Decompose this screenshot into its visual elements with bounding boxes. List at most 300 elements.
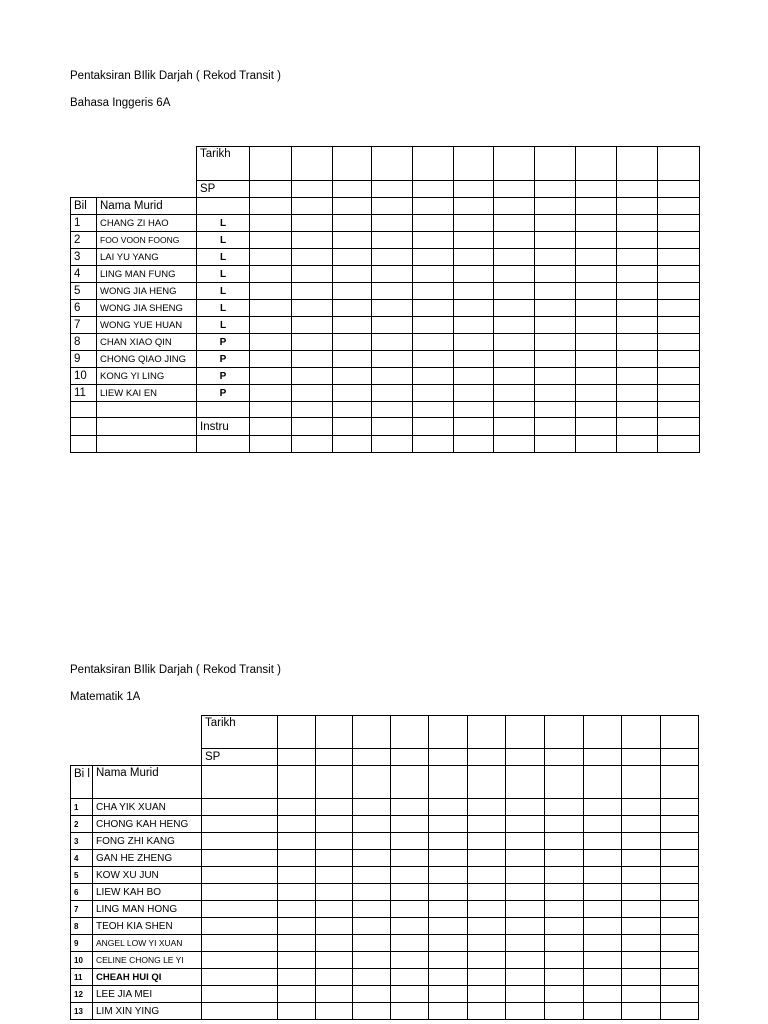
score-cell[interactable] (250, 300, 292, 317)
score-cell[interactable] (576, 368, 617, 385)
score-cell[interactable] (454, 418, 494, 436)
score-cell[interactable] (372, 198, 413, 215)
score-cell[interactable] (333, 283, 372, 300)
score-cell[interactable] (468, 918, 506, 935)
date-cell[interactable] (584, 716, 622, 749)
score-cell[interactable] (454, 368, 494, 385)
score-cell[interactable] (454, 334, 494, 351)
score-cell[interactable] (316, 816, 353, 833)
score-cell[interactable] (316, 850, 353, 867)
score-cell[interactable] (353, 833, 391, 850)
score-cell[interactable] (658, 402, 700, 418)
score-cell[interactable] (506, 799, 545, 816)
score-cell[interactable] (661, 901, 699, 918)
score-cell[interactable] (202, 935, 278, 952)
date-cell[interactable] (545, 716, 584, 749)
score-cell[interactable] (391, 850, 429, 867)
score-cell[interactable] (468, 986, 506, 1003)
sp-cell[interactable] (617, 181, 658, 198)
score-cell[interactable] (316, 901, 353, 918)
score-cell[interactable] (372, 418, 413, 436)
score-cell[interactable] (545, 1003, 584, 1020)
score-cell[interactable] (429, 986, 468, 1003)
score-cell[interactable] (576, 402, 617, 418)
score-cell[interactable] (494, 300, 535, 317)
score-cell[interactable] (661, 918, 699, 935)
score-cell[interactable] (429, 935, 468, 952)
score-cell[interactable] (584, 969, 622, 986)
score-cell[interactable] (333, 402, 372, 418)
score-cell[interactable] (413, 368, 454, 385)
score-cell[interactable] (391, 986, 429, 1003)
score-cell[interactable] (71, 402, 97, 418)
score-cell[interactable] (617, 300, 658, 317)
date-cell[interactable] (622, 716, 661, 749)
score-cell[interactable] (658, 283, 700, 300)
score-cell[interactable] (353, 867, 391, 884)
score-cell[interactable] (413, 300, 454, 317)
sp-cell[interactable] (584, 749, 622, 766)
score-cell[interactable] (545, 901, 584, 918)
score-cell[interactable] (202, 1003, 278, 1020)
score-cell[interactable] (617, 436, 658, 453)
score-cell[interactable] (413, 215, 454, 232)
score-cell[interactable] (506, 986, 545, 1003)
score-cell[interactable] (622, 867, 661, 884)
score-cell[interactable] (494, 317, 535, 334)
score-cell[interactable] (494, 334, 535, 351)
score-cell[interactable] (202, 952, 278, 969)
score-cell[interactable] (535, 436, 576, 453)
score-cell[interactable] (576, 198, 617, 215)
score-cell[interactable] (429, 952, 468, 969)
score-cell[interactable] (468, 850, 506, 867)
score-cell[interactable] (429, 884, 468, 901)
score-cell[interactable] (658, 317, 700, 334)
score-cell[interactable] (545, 867, 584, 884)
score-cell[interactable] (316, 986, 353, 1003)
score-cell[interactable] (71, 418, 97, 436)
score-cell[interactable] (391, 952, 429, 969)
sp-cell[interactable] (494, 181, 535, 198)
sp-cell[interactable] (391, 749, 429, 766)
sp-cell[interactable] (353, 749, 391, 766)
score-cell[interactable] (292, 402, 333, 418)
score-cell[interactable] (292, 215, 333, 232)
score-cell[interactable] (661, 850, 699, 867)
score-cell[interactable] (658, 418, 700, 436)
score-cell[interactable] (576, 351, 617, 368)
date-cell[interactable] (658, 147, 700, 181)
score-cell[interactable] (658, 436, 700, 453)
score-cell[interactable] (278, 816, 316, 833)
score-cell[interactable] (494, 266, 535, 283)
score-cell[interactable] (506, 850, 545, 867)
score-cell[interactable] (292, 300, 333, 317)
score-cell[interactable] (622, 986, 661, 1003)
date-cell[interactable] (413, 147, 454, 181)
score-cell[interactable] (535, 351, 576, 368)
date-cell[interactable] (372, 147, 413, 181)
score-cell[interactable] (617, 418, 658, 436)
date-cell[interactable] (316, 716, 353, 749)
score-cell[interactable] (545, 986, 584, 1003)
score-cell[interactable] (622, 969, 661, 986)
score-cell[interactable] (506, 918, 545, 935)
score-cell[interactable] (622, 901, 661, 918)
score-cell[interactable] (353, 986, 391, 1003)
score-cell[interactable] (202, 850, 278, 867)
score-cell[interactable] (535, 215, 576, 232)
score-cell[interactable] (545, 952, 584, 969)
score-cell[interactable] (584, 918, 622, 935)
score-cell[interactable] (292, 368, 333, 385)
score-cell[interactable] (584, 935, 622, 952)
score-cell[interactable] (454, 266, 494, 283)
score-cell[interactable] (333, 317, 372, 334)
score-cell[interactable] (622, 799, 661, 816)
score-cell[interactable] (658, 215, 700, 232)
sp-cell[interactable] (454, 181, 494, 198)
date-cell[interactable] (468, 716, 506, 749)
score-cell[interactable] (617, 334, 658, 351)
score-cell[interactable] (353, 884, 391, 901)
score-cell[interactable] (661, 867, 699, 884)
score-cell[interactable] (454, 385, 494, 402)
score-cell[interactable] (278, 799, 316, 816)
score-cell[interactable] (454, 215, 494, 232)
score-cell[interactable] (468, 952, 506, 969)
score-cell[interactable] (202, 867, 278, 884)
score-cell[interactable] (454, 232, 494, 249)
score-cell[interactable] (250, 334, 292, 351)
score-cell[interactable] (658, 368, 700, 385)
score-cell[interactable] (372, 317, 413, 334)
score-cell[interactable] (661, 935, 699, 952)
score-cell[interactable] (468, 799, 506, 816)
score-cell[interactable] (372, 436, 413, 453)
score-cell[interactable] (506, 884, 545, 901)
score-cell[interactable] (250, 368, 292, 385)
score-cell[interactable] (535, 249, 576, 266)
score-cell[interactable] (372, 368, 413, 385)
score-cell[interactable] (661, 884, 699, 901)
score-cell[interactable] (202, 799, 278, 816)
score-cell[interactable] (250, 317, 292, 334)
score-cell[interactable] (545, 833, 584, 850)
score-cell[interactable] (617, 351, 658, 368)
score-cell[interactable] (372, 215, 413, 232)
score-cell[interactable] (353, 1003, 391, 1020)
score-cell[interactable] (661, 969, 699, 986)
score-cell[interactable] (429, 816, 468, 833)
score-cell[interactable] (468, 816, 506, 833)
score-cell[interactable] (468, 969, 506, 986)
score-cell[interactable] (494, 418, 535, 436)
score-cell[interactable] (250, 418, 292, 436)
score-cell[interactable] (658, 300, 700, 317)
sp-cell[interactable] (622, 749, 661, 766)
score-cell[interactable] (584, 799, 622, 816)
sp-cell[interactable] (278, 749, 316, 766)
sp-cell[interactable] (576, 181, 617, 198)
score-cell[interactable] (506, 901, 545, 918)
score-cell[interactable] (278, 969, 316, 986)
score-cell[interactable] (658, 198, 700, 215)
score-cell[interactable] (333, 334, 372, 351)
score-cell[interactable] (535, 300, 576, 317)
score-cell[interactable] (494, 368, 535, 385)
score-cell[interactable] (545, 935, 584, 952)
score-cell[interactable] (506, 766, 545, 799)
score-cell[interactable] (545, 850, 584, 867)
score-cell[interactable] (353, 799, 391, 816)
score-cell[interactable] (617, 198, 658, 215)
score-cell[interactable] (278, 952, 316, 969)
score-cell[interactable] (576, 300, 617, 317)
score-cell[interactable] (584, 1003, 622, 1020)
score-cell[interactable] (494, 198, 535, 215)
score-cell[interactable] (584, 867, 622, 884)
score-cell[interactable] (278, 884, 316, 901)
score-cell[interactable] (545, 918, 584, 935)
sp-cell[interactable] (372, 181, 413, 198)
score-cell[interactable] (333, 249, 372, 266)
score-cell[interactable] (429, 901, 468, 918)
score-cell[interactable] (622, 833, 661, 850)
score-cell[interactable] (658, 232, 700, 249)
sp-cell[interactable] (250, 181, 292, 198)
score-cell[interactable] (413, 249, 454, 266)
score-cell[interactable] (468, 833, 506, 850)
score-cell[interactable] (535, 266, 576, 283)
score-cell[interactable] (535, 317, 576, 334)
score-cell[interactable] (506, 935, 545, 952)
score-cell[interactable] (316, 833, 353, 850)
score-cell[interactable] (197, 198, 250, 215)
score-cell[interactable] (661, 816, 699, 833)
score-cell[interactable] (278, 833, 316, 850)
score-cell[interactable] (391, 867, 429, 884)
score-cell[interactable] (576, 385, 617, 402)
score-cell[interactable] (353, 918, 391, 935)
score-cell[interactable] (372, 232, 413, 249)
score-cell[interactable] (372, 351, 413, 368)
score-cell[interactable] (584, 986, 622, 1003)
score-cell[interactable] (429, 833, 468, 850)
score-cell[interactable] (316, 969, 353, 986)
score-cell[interactable] (584, 884, 622, 901)
score-cell[interactable] (316, 867, 353, 884)
score-cell[interactable] (535, 402, 576, 418)
score-cell[interactable] (197, 402, 250, 418)
score-cell[interactable] (506, 816, 545, 833)
sp-cell[interactable] (506, 749, 545, 766)
score-cell[interactable] (316, 884, 353, 901)
score-cell[interactable] (292, 317, 333, 334)
score-cell[interactable] (658, 351, 700, 368)
score-cell[interactable] (506, 867, 545, 884)
score-cell[interactable] (391, 918, 429, 935)
score-cell[interactable] (278, 850, 316, 867)
sp-cell[interactable] (413, 181, 454, 198)
score-cell[interactable] (97, 436, 197, 453)
score-cell[interactable] (661, 1003, 699, 1020)
score-cell[interactable] (622, 918, 661, 935)
score-cell[interactable] (617, 402, 658, 418)
score-cell[interactable] (292, 385, 333, 402)
score-cell[interactable] (292, 198, 333, 215)
sp-cell[interactable] (658, 181, 700, 198)
score-cell[interactable] (372, 266, 413, 283)
sp-cell[interactable] (316, 749, 353, 766)
score-cell[interactable] (617, 232, 658, 249)
score-cell[interactable] (250, 266, 292, 283)
score-cell[interactable] (333, 368, 372, 385)
score-cell[interactable] (292, 436, 333, 453)
score-cell[interactable] (333, 385, 372, 402)
score-cell[interactable] (468, 766, 506, 799)
score-cell[interactable] (429, 1003, 468, 1020)
score-cell[interactable] (576, 334, 617, 351)
score-cell[interactable] (545, 799, 584, 816)
score-cell[interactable] (71, 436, 97, 453)
score-cell[interactable] (617, 215, 658, 232)
score-cell[interactable] (468, 935, 506, 952)
score-cell[interactable] (584, 952, 622, 969)
score-cell[interactable] (576, 266, 617, 283)
score-cell[interactable] (333, 215, 372, 232)
score-cell[interactable] (622, 816, 661, 833)
score-cell[interactable] (494, 436, 535, 453)
score-cell[interactable] (658, 334, 700, 351)
score-cell[interactable] (292, 351, 333, 368)
score-cell[interactable] (202, 901, 278, 918)
sp-cell[interactable] (429, 749, 468, 766)
score-cell[interactable] (413, 385, 454, 402)
score-cell[interactable] (391, 833, 429, 850)
score-cell[interactable] (372, 402, 413, 418)
score-cell[interactable] (584, 833, 622, 850)
score-cell[interactable] (292, 249, 333, 266)
score-cell[interactable] (250, 198, 292, 215)
score-cell[interactable] (250, 283, 292, 300)
score-cell[interactable] (535, 232, 576, 249)
score-cell[interactable] (250, 232, 292, 249)
score-cell[interactable] (494, 351, 535, 368)
score-cell[interactable] (658, 266, 700, 283)
score-cell[interactable] (468, 1003, 506, 1020)
score-cell[interactable] (391, 799, 429, 816)
score-cell[interactable] (372, 300, 413, 317)
score-cell[interactable] (494, 402, 535, 418)
score-cell[interactable] (494, 283, 535, 300)
score-cell[interactable] (468, 867, 506, 884)
score-cell[interactable] (576, 232, 617, 249)
score-cell[interactable] (506, 1003, 545, 1020)
score-cell[interactable] (391, 969, 429, 986)
score-cell[interactable] (413, 402, 454, 418)
score-cell[interactable] (429, 766, 468, 799)
score-cell[interactable] (429, 918, 468, 935)
date-cell[interactable] (535, 147, 576, 181)
score-cell[interactable] (658, 385, 700, 402)
score-cell[interactable] (250, 402, 292, 418)
score-cell[interactable] (372, 334, 413, 351)
score-cell[interactable] (278, 901, 316, 918)
score-cell[interactable] (494, 385, 535, 402)
score-cell[interactable] (454, 249, 494, 266)
score-cell[interactable] (202, 986, 278, 1003)
score-cell[interactable] (353, 901, 391, 918)
score-cell[interactable] (576, 215, 617, 232)
score-cell[interactable] (545, 884, 584, 901)
score-cell[interactable] (197, 436, 250, 453)
sp-cell[interactable] (545, 749, 584, 766)
score-cell[interactable] (535, 334, 576, 351)
score-cell[interactable] (468, 901, 506, 918)
score-cell[interactable] (278, 918, 316, 935)
score-cell[interactable] (535, 418, 576, 436)
score-cell[interactable] (278, 867, 316, 884)
score-cell[interactable] (353, 816, 391, 833)
score-cell[interactable] (661, 952, 699, 969)
score-cell[interactable] (292, 418, 333, 436)
score-cell[interactable] (391, 901, 429, 918)
score-cell[interactable] (278, 935, 316, 952)
date-cell[interactable] (391, 716, 429, 749)
score-cell[interactable] (622, 766, 661, 799)
score-cell[interactable] (333, 436, 372, 453)
score-cell[interactable] (333, 198, 372, 215)
score-cell[interactable] (535, 198, 576, 215)
score-cell[interactable] (454, 402, 494, 418)
score-cell[interactable] (372, 385, 413, 402)
score-cell[interactable] (617, 368, 658, 385)
score-cell[interactable] (391, 935, 429, 952)
score-cell[interactable] (202, 816, 278, 833)
score-cell[interactable] (576, 436, 617, 453)
date-cell[interactable] (278, 716, 316, 749)
score-cell[interactable] (617, 385, 658, 402)
sp-cell[interactable] (535, 181, 576, 198)
score-cell[interactable] (202, 833, 278, 850)
score-cell[interactable] (429, 969, 468, 986)
score-cell[interactable] (622, 884, 661, 901)
score-cell[interactable] (333, 300, 372, 317)
score-cell[interactable] (506, 952, 545, 969)
score-cell[interactable] (202, 884, 278, 901)
score-cell[interactable] (333, 266, 372, 283)
score-cell[interactable] (391, 1003, 429, 1020)
score-cell[interactable] (535, 283, 576, 300)
score-cell[interactable] (622, 1003, 661, 1020)
score-cell[interactable] (584, 816, 622, 833)
score-cell[interactable] (316, 799, 353, 816)
score-cell[interactable] (316, 952, 353, 969)
score-cell[interactable] (576, 249, 617, 266)
score-cell[interactable] (617, 317, 658, 334)
sp-cell[interactable] (292, 181, 333, 198)
score-cell[interactable] (353, 766, 391, 799)
score-cell[interactable] (661, 766, 699, 799)
score-cell[interactable] (333, 351, 372, 368)
score-cell[interactable] (413, 198, 454, 215)
score-cell[interactable] (97, 418, 197, 436)
score-cell[interactable] (429, 799, 468, 816)
score-cell[interactable] (617, 266, 658, 283)
score-cell[interactable] (535, 385, 576, 402)
